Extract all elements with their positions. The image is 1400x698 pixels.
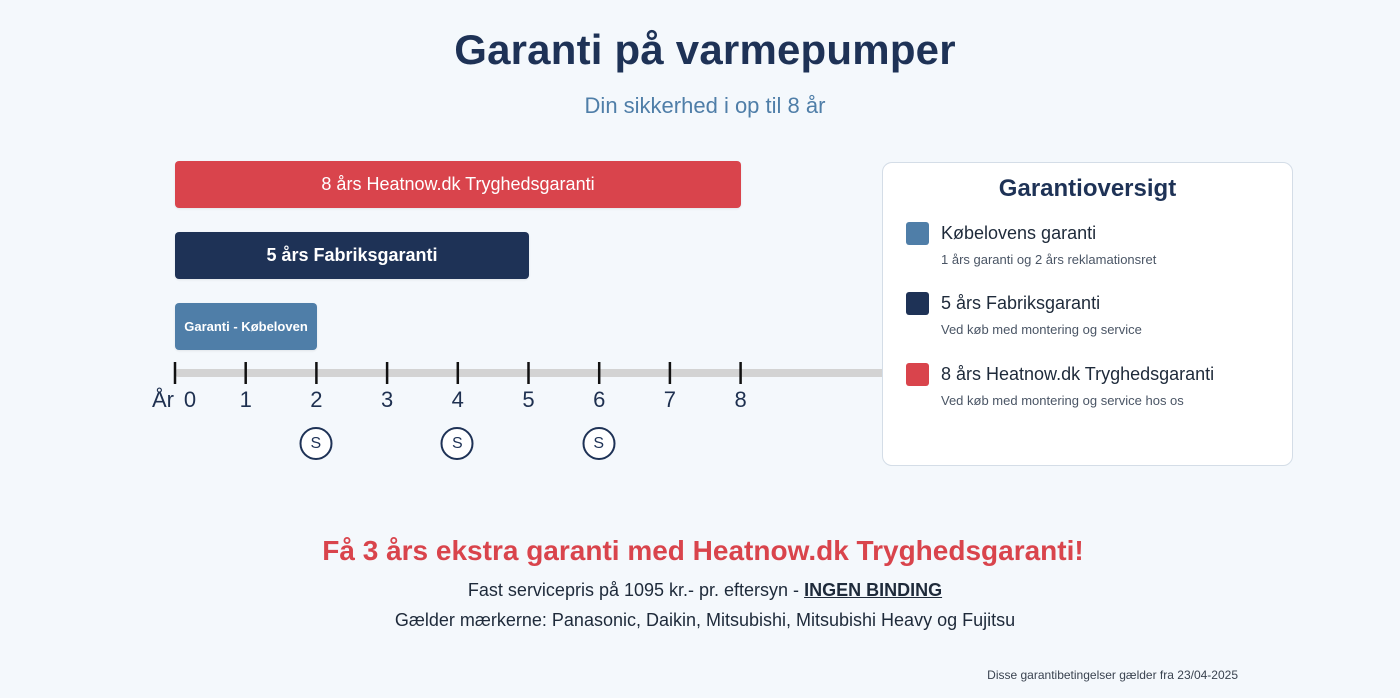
bar-label: 5 års Fabriksgaranti <box>266 245 438 265</box>
legend-swatch <box>906 363 929 386</box>
legend-item-name: 8 års Heatnow.dk Tryghedsgaranti <box>941 364 1215 384</box>
legend-item-desc: Ved køb med montering og service hos os <box>941 393 1184 408</box>
axis-tick-label: 8 <box>734 387 747 412</box>
footnote: Disse garantibetingelser gælder fra 23/04-2025 <box>987 668 1238 682</box>
legend-item-desc: Ved køb med montering og service <box>941 322 1142 337</box>
axis-tick-label: 5 <box>522 387 535 412</box>
axis-tick-label: 6 <box>593 387 606 412</box>
service-marker: S <box>441 427 474 460</box>
timeline-track <box>175 369 887 377</box>
bar-label: 8 års Heatnow.dk Tryghedsgaranti <box>321 174 595 194</box>
service-marker: S <box>582 427 615 460</box>
axis-tick-label: 4 <box>451 387 464 412</box>
axis-unit-label: År <box>152 387 174 412</box>
legend-panel <box>882 162 1293 466</box>
legend-swatch <box>906 222 929 245</box>
legend-item-name: 5 års Fabriksgaranti <box>941 293 1101 313</box>
axis-tick-label: 7 <box>663 387 677 412</box>
service-marker: S <box>299 427 332 460</box>
axis-tick-label: 2 <box>310 387 323 412</box>
legend-item-name: Købelovens garanti <box>941 223 1097 243</box>
legend-item-desc: 1 års garanti og 2 års reklamationsret <box>941 252 1157 267</box>
page-title: Garanti på varmepumper <box>454 26 956 73</box>
promo-price-text: Fast servicepris på 1095 kr.- pr. eftersyn - <box>467 580 805 600</box>
axis-tick-label: 0 <box>183 387 197 412</box>
bar-label: Garanti - Købeloven <box>184 319 308 334</box>
promo-brands-line: Gælder mærkerne: Panasonic, Daikin, Mitsubishi, Mitsubishi Heavy og Fujitsu <box>394 610 1016 630</box>
promo-headline: Få 3 års ekstra garanti med Heatnow.dk Tryghedsgaranti! <box>322 535 1084 566</box>
page-subtitle: Din sikkerhed i op til 8 år <box>584 93 826 118</box>
axis-tick-label: 1 <box>239 387 252 412</box>
legend-swatch <box>906 292 929 315</box>
legend-title: Garantioversigt <box>998 175 1177 202</box>
promo-no-binding: INGEN BINDING <box>804 580 943 600</box>
axis-tick-label: 3 <box>380 387 394 412</box>
promo-price-line <box>0 580 1400 601</box>
